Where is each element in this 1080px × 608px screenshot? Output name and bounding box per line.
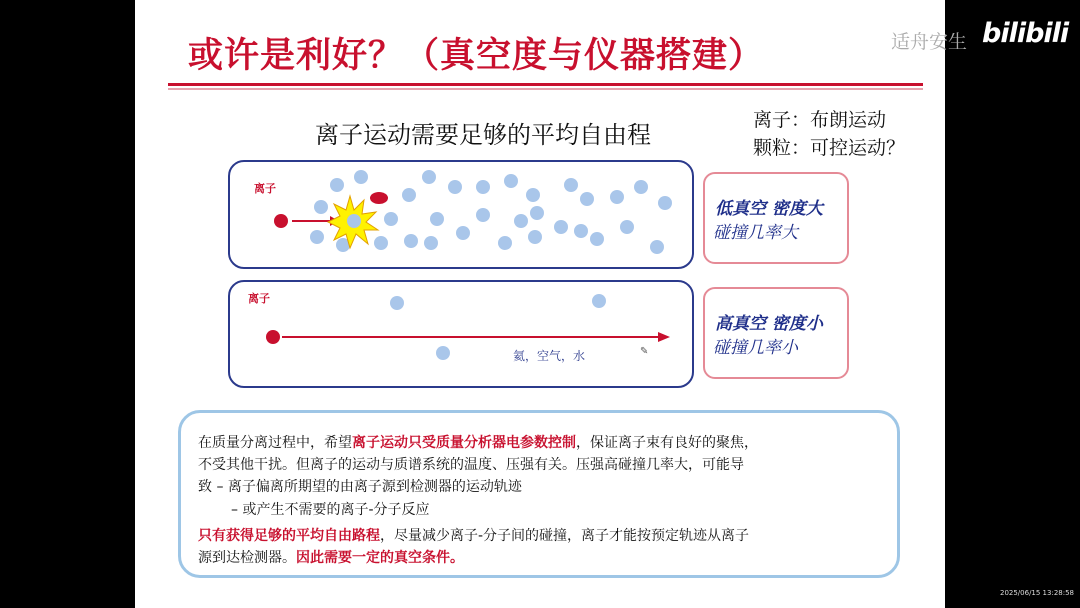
explanation-line-5 xyxy=(198,525,749,545)
highlight-span: 离子运动只受质量分析器电参数控制 xyxy=(352,435,576,451)
gas-molecule xyxy=(498,236,512,250)
explanation-box xyxy=(178,410,900,578)
gas-molecule xyxy=(402,188,416,202)
gas-molecule xyxy=(436,346,450,360)
highlight-span: 只有获得足够的平均自由路程 xyxy=(198,528,380,544)
ion-label: 离子 xyxy=(248,292,270,305)
callout-heading: 高真空 密度小 xyxy=(715,314,823,334)
explanation-line-6 xyxy=(198,547,464,567)
collision-icon xyxy=(282,190,402,260)
explanation-line-4: – 或产生不需要的离子-分子反应 xyxy=(231,502,430,518)
low-vacuum-callout xyxy=(703,172,849,264)
traveling-ion xyxy=(266,330,280,344)
gas-molecule xyxy=(448,180,462,194)
gas-molecule xyxy=(554,220,568,234)
gas-molecule xyxy=(476,180,490,194)
gas-molecule xyxy=(354,170,368,184)
gas-molecule xyxy=(526,188,540,202)
gas-label: 氦，空气，水 xyxy=(513,349,586,363)
gas-molecule xyxy=(528,230,542,244)
slide-subtitle: 离子运动需要足够的平均自由程 xyxy=(315,121,651,149)
bilibili-logo: bilibili xyxy=(982,18,1069,49)
high-vacuum-callout xyxy=(703,287,849,379)
gas-molecule xyxy=(514,214,528,228)
text-span: 源到达检测器。 xyxy=(198,550,296,566)
gas-molecule xyxy=(580,192,594,206)
side-note-line-1: 离子：布朗运动 xyxy=(753,109,887,131)
text-span: ，保证离子束有良好的聚焦， xyxy=(576,435,758,451)
gas-molecule xyxy=(476,208,490,222)
gas-molecule xyxy=(430,212,444,226)
callout-detail: 碰撞几率小 xyxy=(713,338,798,358)
gas-molecule xyxy=(574,224,588,238)
gas-molecule xyxy=(404,234,418,248)
callout-detail: 碰撞几率大 xyxy=(713,223,798,243)
text-span: ，尽量减少离子-分子间的碰撞，离子才能按预定轨迹从离子 xyxy=(380,528,750,544)
high-vacuum-diagram xyxy=(228,280,694,388)
gas-molecule xyxy=(610,190,624,204)
gas-molecule xyxy=(530,206,544,220)
text-span: 在质量分离过程中，希望 xyxy=(198,435,352,451)
gas-molecule xyxy=(620,220,634,234)
gas-molecule xyxy=(592,294,606,308)
gas-molecule xyxy=(504,174,518,188)
highlight-span: 因此需要一定的真空条件。 xyxy=(296,550,464,566)
gas-molecule xyxy=(456,226,470,240)
side-note xyxy=(753,106,905,162)
gas-molecule xyxy=(424,236,438,250)
recording-timestamp: 2025/06/15 13:28:58 xyxy=(999,589,1074,597)
gas-molecule xyxy=(658,196,672,210)
title-underline xyxy=(168,83,923,86)
gas-molecule xyxy=(564,178,578,192)
title-underline-secondary xyxy=(168,88,923,90)
slide-title: 或许是利好？（真空度与仪器搭建） xyxy=(188,36,765,76)
gas-molecule xyxy=(422,170,436,184)
low-vacuum-diagram xyxy=(228,160,694,269)
gas-molecule xyxy=(590,232,604,246)
side-note-line-2: 颗粒：可控运动？ xyxy=(753,137,906,159)
gas-molecule xyxy=(390,296,404,310)
uploader-watermark: 适舟安生 xyxy=(891,31,968,53)
ion-trajectory-arrow xyxy=(282,330,672,344)
gas-molecule xyxy=(634,180,648,194)
explanation-line-1 xyxy=(198,432,758,452)
explanation-line-2: 不受其他干扰。但离子的运动与质谱系统的温度、压强有关。压强高碰撞几率大，可能导 xyxy=(198,457,744,473)
ion-label: 离子 xyxy=(254,182,276,195)
gas-molecule xyxy=(650,240,664,254)
callout-heading: 低真空 密度大 xyxy=(715,199,823,219)
explanation-line-3: 致 – 离子偏离所期望的由离子源到检测器的运动轨迹 xyxy=(198,479,522,495)
slide xyxy=(135,0,945,608)
pen-cursor-icon: ✎ xyxy=(640,346,649,357)
